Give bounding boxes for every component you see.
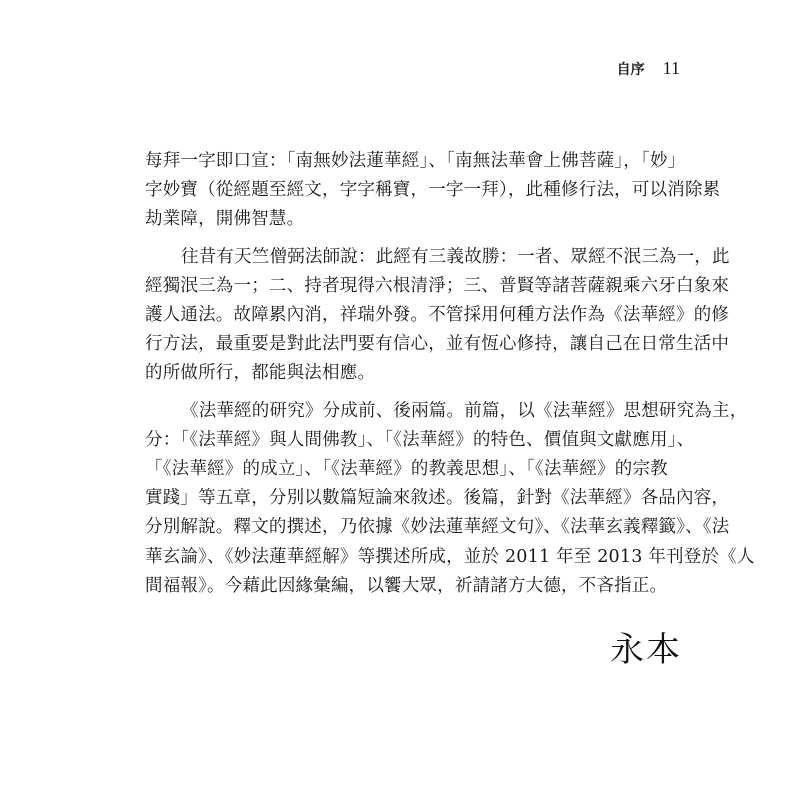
author-signature: 永本 xyxy=(610,630,682,670)
text-line: 實踐」等五章，分別以數篇短論來敘述。後篇，針對《法華經》各品內容， xyxy=(145,488,730,509)
section-title: 自序 xyxy=(616,62,645,78)
running-head xyxy=(617,58,680,79)
text-line: 分別解說。釋文的撰述，乃依據《妙法蓮華經文句》、《法華玄義釋籤》、《法 xyxy=(145,517,730,538)
text-line: 往昔有天竺僧弼法師說：此經有三義故勝：一者、眾經不泯三為一，此 xyxy=(181,246,730,267)
body-text xyxy=(145,147,755,601)
text-line: 分：「《法華經》與人間佛教」、「《法華經》的特色、價值與文獻應用」、 xyxy=(145,429,695,450)
text-line: 的所做所行，都能與法相應。 xyxy=(145,363,376,384)
text-line: 《法華經的研究》分成前、後兩篇。前篇，以《法華經》思想研究為主， xyxy=(181,400,748,421)
text-line: 行方法，最重要是對此法門要有信心，並有恆心修持，讓自己在日常生活中 xyxy=(145,334,730,355)
text-line: 每拜一字即口宣：「南無妙法蓮華經」、「南無法華會上佛菩薩」，「妙」 xyxy=(145,151,686,171)
text-line: 「《法華經》的成立」、「《法華經》的教義思想」、「《法華經》的宗教 xyxy=(145,459,668,480)
page-number: 11 xyxy=(662,58,680,78)
text-line: 經獨泯三為一；二、持者現得六根清淨；三、普賢等諸菩薩親乘六牙白象來 xyxy=(145,275,730,296)
text-line: 劫業障，開佛智慧。 xyxy=(145,209,305,230)
text-line: 護人通法。故障累內消，祥瑞外發。不管採用何種方法作為《法華經》的修 xyxy=(145,305,730,326)
text-line: 華玄論》、《妙法蓮華經解》等撰述所成，並於 2011 年至 2013 年刊登於《人 xyxy=(145,546,755,567)
text-line: 字妙寶（從經題至經文，字字稱寶，一字一拜），此種修行法，可以消除累 xyxy=(145,180,721,201)
text-line: 間福報》。今藉此因緣彙編，以饗大眾，祈請諸方大德，不吝指正。 xyxy=(145,575,668,596)
